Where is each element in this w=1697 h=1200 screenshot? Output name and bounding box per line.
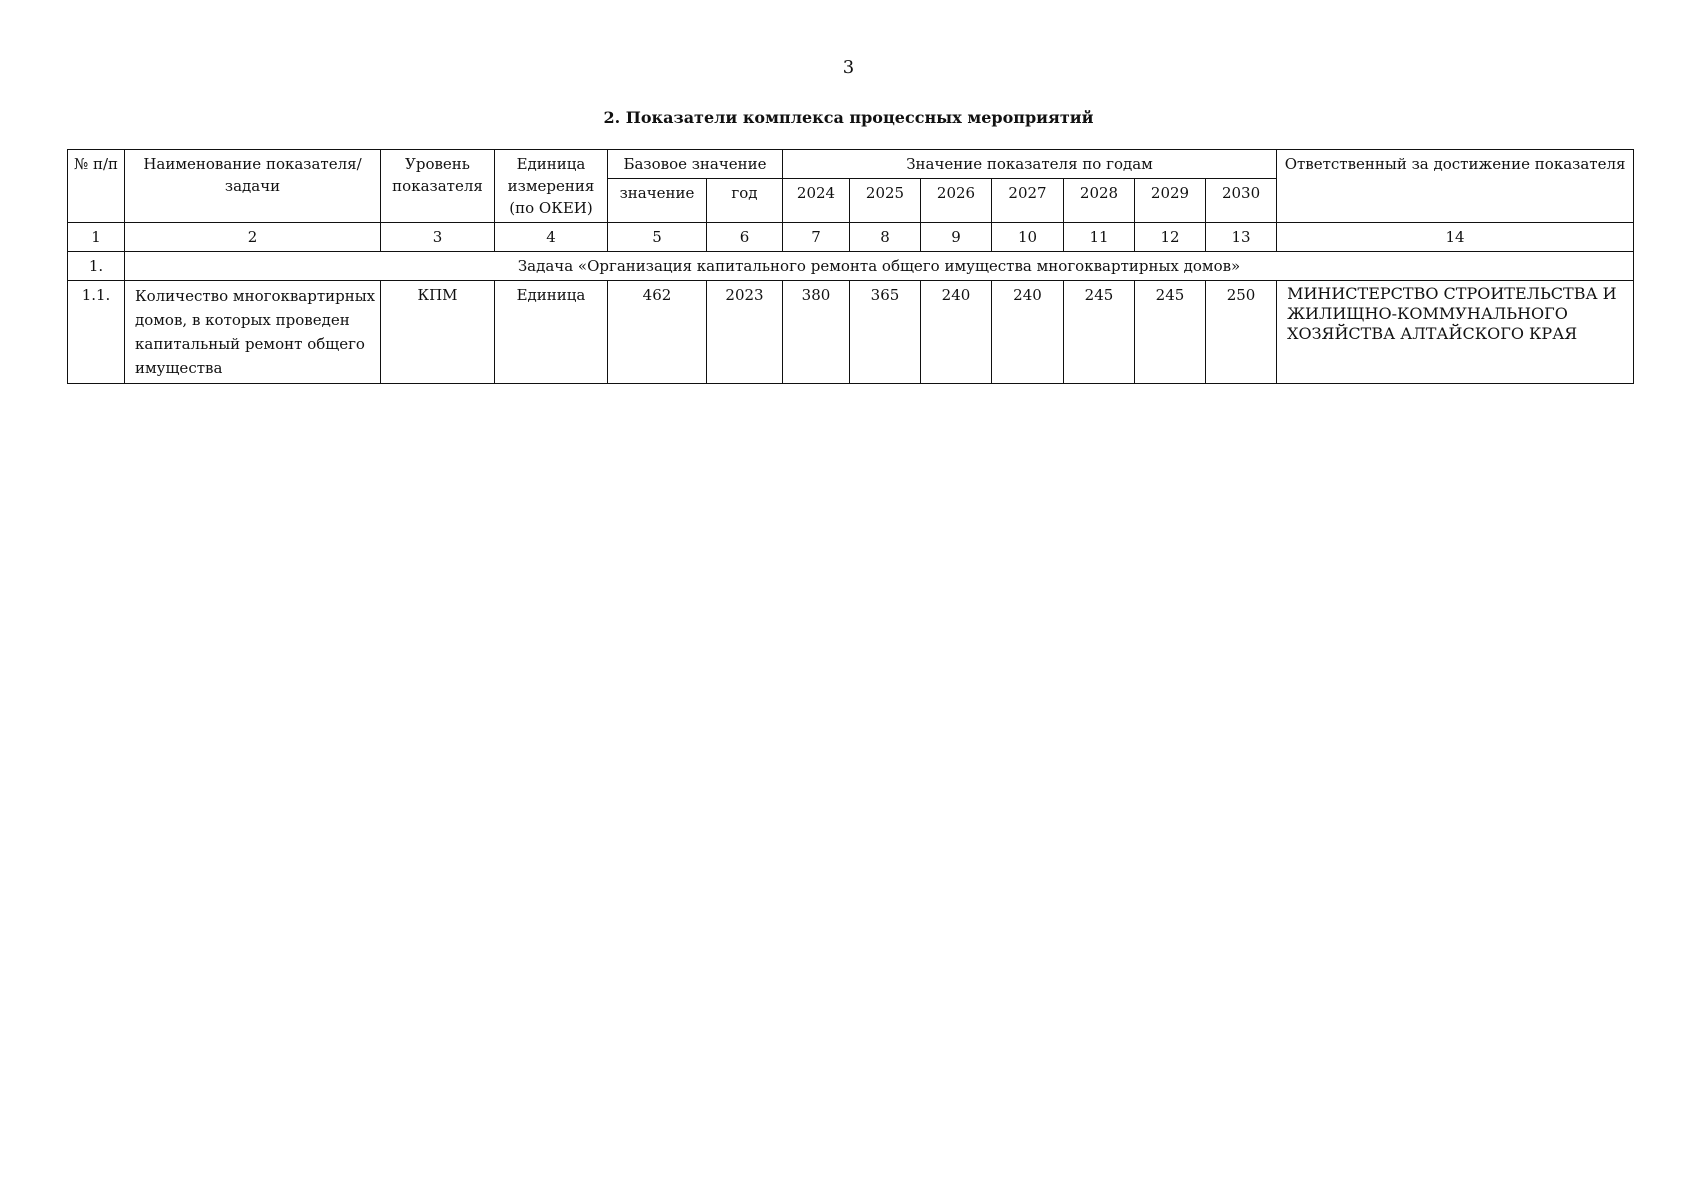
indicator-level: КПМ [381, 281, 495, 384]
year-value: 245 [1064, 281, 1135, 384]
column-number: 6 [707, 223, 783, 252]
column-number: 5 [608, 223, 707, 252]
column-number: 8 [850, 223, 921, 252]
base-year: 2023 [707, 281, 783, 384]
year-value: 250 [1206, 281, 1277, 384]
column-number: 13 [1206, 223, 1277, 252]
column-numbers-row [68, 223, 1634, 252]
year-value: 365 [850, 281, 921, 384]
year-value: 245 [1135, 281, 1206, 384]
header-base: Базовое значение [608, 150, 783, 179]
header-name: Наименование показателя/задачи [125, 150, 381, 223]
row-num: 1.1. [68, 281, 125, 384]
responsible: МИНИСТЕРСТВО СТРОИТЕЛЬСТВА И ЖИЛИЩНО-КОММУНАЛЬНОГО ХОЗЯЙСТВА АЛТАЙСКОГО КРАЯ [1277, 281, 1634, 384]
header-year: 2029 [1135, 179, 1206, 223]
year-value: 240 [992, 281, 1064, 384]
header-base-value: значение [608, 179, 707, 223]
task-row [68, 252, 1634, 281]
column-number: 7 [783, 223, 850, 252]
header-num: № п/п [68, 150, 125, 223]
header-row-top [68, 150, 1634, 179]
column-number: 14 [1277, 223, 1634, 252]
column-number: 1 [68, 223, 125, 252]
task-num: 1. [68, 252, 125, 281]
indicator-name: Количество многоквартирных домов, в которых проведен капитальный ремонт общего имущества [125, 281, 381, 384]
header-year: 2025 [850, 179, 921, 223]
header-base-year: год [707, 179, 783, 223]
column-number: 4 [495, 223, 608, 252]
base-value: 462 [608, 281, 707, 384]
column-number: 11 [1064, 223, 1135, 252]
column-number: 10 [992, 223, 1064, 252]
header-responsible: Ответственный за достижение показателя [1277, 150, 1634, 223]
task-text: Задача «Организация капитального ремонта общего имущества многоквартирных домов» [125, 252, 1634, 281]
indicator-unit: Единица [495, 281, 608, 384]
year-value: 240 [921, 281, 992, 384]
column-number: 9 [921, 223, 992, 252]
column-number: 2 [125, 223, 381, 252]
header-unit: Единица измерения (по ОКЕИ) [495, 150, 608, 223]
header-year: 2026 [921, 179, 992, 223]
header-year: 2030 [1206, 179, 1277, 223]
header-year: 2028 [1064, 179, 1135, 223]
header-by-years: Значение показателя по годам [783, 150, 1277, 179]
section-title: 2. Показатели комплекса процессных мероприятий [603, 108, 1094, 127]
column-number: 3 [381, 223, 495, 252]
header-year: 2027 [992, 179, 1064, 223]
column-number: 12 [1135, 223, 1206, 252]
year-value: 380 [783, 281, 850, 384]
header-year: 2024 [783, 179, 850, 223]
table-row [68, 281, 1634, 384]
indicators-table [67, 149, 1634, 384]
header-level: Уровень показателя [381, 150, 495, 223]
page-number: 3 [842, 57, 855, 78]
